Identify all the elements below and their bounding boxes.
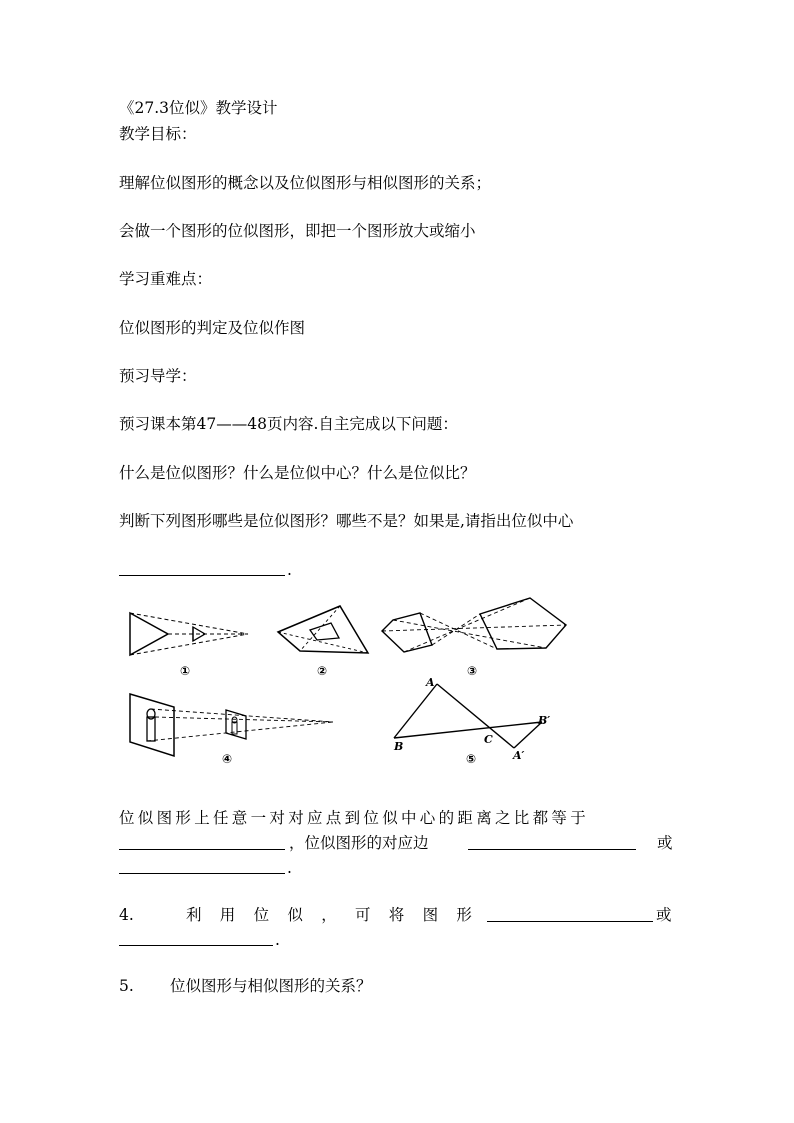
keypoint-heading: 学习重难点： [119,270,213,288]
q4-word: 位 [253,906,270,924]
q4-word: 将 [388,906,405,924]
q4-word: 利 [186,906,202,924]
question-1: 什么是位似图形？什么是位似中心？什么是位似比？ [119,464,476,482]
goal-item-1: 理解位似图形的概念以及位似图形与相似图形的关系； [119,174,492,192]
figure-5 [394,684,542,748]
question-3-line-1: 位似图形上任意一对对应点到位似中心的距离之比都等于 [119,809,590,827]
label-B: B [394,740,404,753]
figure-caption-3: ③ [467,664,478,678]
label-A: A [426,676,435,689]
answer-blank-q3-a[interactable] [119,849,285,850]
preview-heading: 预习导学： [119,367,197,385]
q4-or: 或 [656,906,672,924]
q4-word: 形 [456,906,472,924]
keypoint-text: 位似图形的判定及位似作图 [119,319,306,337]
q4-word: ， [321,906,337,924]
figure-1 [130,613,248,655]
question-5-number: 5. [119,977,134,995]
label-B-prime: B′ [538,714,551,727]
answer-blank-q4-a[interactable] [487,921,653,922]
figure-caption-4: ④ [222,752,233,766]
q3-or: 或 [657,834,673,852]
figure-caption-1: ① [180,664,191,678]
q4-word: 似 [287,906,303,924]
answer-blank-q3-c[interactable] [119,873,285,874]
question-2: 判断下列图形哪些是位似图形？哪些不是？如果是,请指出位似中心 [119,512,574,530]
label-C: C [484,733,493,746]
answer-blank-q4-b[interactable] [119,945,273,946]
figure-caption-2: ② [317,664,328,678]
q2-period: . [287,561,292,579]
label-A-prime: A′ [513,749,525,762]
question-4-number: 4. [119,906,134,924]
question-5-text: 位似图形与相似图形的关系？ [170,977,372,995]
q4-word: 可 [354,906,371,924]
goal-heading: 教学目标： [119,125,197,143]
question-4-text [186,905,472,925]
q4-word: 图 [422,906,439,924]
question-3-line-2: ，位似图形的对应边 [289,834,429,852]
figure-4 [130,694,333,756]
q4-period: . [275,931,280,949]
preview-text: 预习课本第47——48页内容.自主完成以下问题： [119,415,458,433]
doc-title: 《27.3位似》教学设计 [119,99,278,117]
figure-2 [278,606,368,653]
answer-blank-q3-b[interactable] [468,849,636,850]
figure-3 [382,598,566,652]
goal-item-2: 会做一个图形的位似图形，即把一个图形放大或缩小 [119,222,476,240]
q3-period: . [287,859,292,877]
figure-caption-5: ⑤ [466,752,477,766]
q4-word: 用 [219,906,236,924]
